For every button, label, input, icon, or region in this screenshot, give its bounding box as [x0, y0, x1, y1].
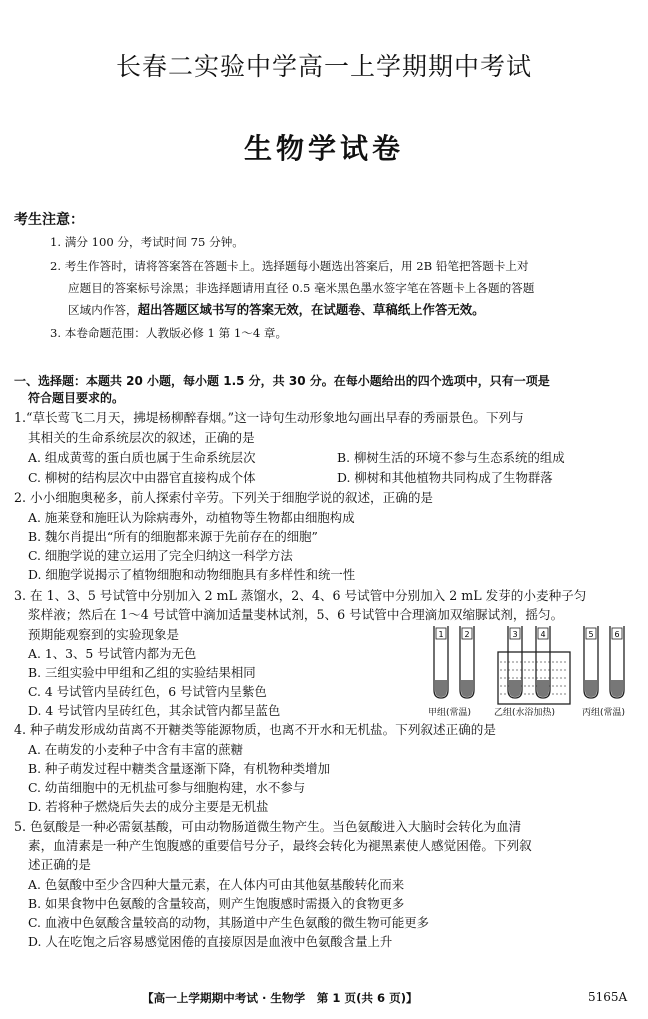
caption-group-jia: 甲组(常温) — [428, 708, 472, 718]
notice-heading: 考生注意： — [14, 212, 84, 228]
question-3-stem-line-3: 预期能观察到的实验现象是 — [28, 627, 180, 642]
notice-item-1: 1. 满分 100 分，考试时间 75 分钟。 — [50, 235, 244, 249]
question-5-stem-line-2: 素，血清素是一种产生饱腹感的重要信号分子，最终会转化为褪黑素使人感觉困倦。下列叙 — [28, 838, 532, 853]
tube-label-1: 1 — [438, 630, 444, 639]
test-tube-figure — [428, 622, 638, 717]
question-3-option-a: A. 1、3、5 号试管内都为无色 — [28, 646, 197, 661]
question-1-option-a: A. 组成黄莺的蛋白质也属于生命系统层次 — [28, 450, 256, 465]
notice-item-3: 3. 本卷命题范围：人教版必修 1 第 1～4 章。 — [50, 326, 288, 340]
tube-label-5: 5 — [588, 630, 594, 639]
question-2-stem: 2. 小小细胞奥秘多，前人探索付辛劳。下列关于细胞学说的叙述，正确的是 — [14, 490, 434, 505]
question-5-stem-line-1: 5. 色氨酸是一种必需氨基酸，可由动物肠道微生物产生。当色氨酸进入大脑时会转化为血清 — [14, 819, 522, 834]
question-1-stem-line-2: 其相关的生命系统层次的叙述，正确的是 — [28, 430, 255, 445]
question-4-option-b: B. 种子萌发过程中糖类含量逐渐下降，有机物种类增加 — [28, 761, 330, 776]
question-1-option-c: C. 柳树的结构层次中由器官直接构成个体 — [28, 470, 256, 485]
question-2-option-b: B. 魏尔肖提出“所有的细胞都来源于先前存在的细胞” — [28, 529, 318, 544]
question-3-option-b: B. 三组实验中甲组和乙组的实验结果相同 — [28, 665, 256, 680]
question-3-option-d: D. 4 号试管内呈砖红色，其余试管内都呈蓝色 — [28, 703, 281, 718]
section-1-header-line-2: 符合题目要求的。 — [28, 391, 125, 405]
question-5-option-b: B. 如果食物中色氨酸的含量较高，则产生饱腹感时需摄入的食物更多 — [28, 896, 405, 911]
question-4-stem: 4. 种子萌发形成幼苗离不开糖类等能源物质，也离不开水和无机盐。下列叙述正确的是 — [14, 722, 496, 737]
notice-item-2-line-3-text: 区域内作答， — [68, 303, 138, 317]
question-1-option-b: B. 柳树生活的环境不参与生态系统的组成 — [337, 450, 565, 465]
caption-group-bing: 丙组(常温) — [582, 708, 626, 718]
notice-item-2-line-3 — [68, 303, 485, 317]
question-5-option-c: C. 血液中色氨酸含量较高的动物，其肠道中产生色氨酸的微生物可能更多 — [28, 915, 430, 930]
tube-label-2: 2 — [464, 630, 470, 639]
question-5-stem-line-3: 述正确的是 — [28, 857, 91, 872]
notice-item-2-line-1: 2. 考生作答时，请将答案答在答题卡上。选择题每小题选出答案后，用 2B 铅笔把答题卡上对 — [50, 259, 529, 273]
question-4-option-a: A. 在萌发的小麦种子中含有丰富的蔗糖 — [28, 742, 244, 757]
notice-emphasis: 超出答题区域书写的答案无效，在试题卷、草稿纸上作答无效。 — [137, 302, 485, 317]
question-2-option-c: C. 细胞学说的建立运用了完全归纳这一科学方法 — [28, 548, 293, 563]
section-1-header-line-1: 一、选择题：本题共 20 小题，每小题 1.5 分，共 30 分。在每小题给出的四个选项中，只有一项是 — [14, 374, 550, 388]
question-4-option-d: D. 若将种子燃烧后失去的成分主要是无机盐 — [28, 799, 269, 814]
question-3-stem-line-1: 3. 在 1、3、5 号试管中分别加入 2 mL 蒸馏水，2、4、6 号试管中分别加入 2 mL 发芽的小麦种子匀 — [14, 588, 587, 603]
question-2-option-a: A. 施莱登和施旺认为除病毒外，动植物等生物都由细胞构成 — [28, 510, 355, 525]
footer-code: 5165A — [588, 990, 628, 1004]
question-2-option-d: D. 细胞学说揭示了植物细胞和动物细胞具有多样性和统一性 — [28, 567, 356, 582]
question-3-stem-line-2: 浆样液；然后在 1～4 号试管中滴加适量斐林试剂，5、6 号试管中合理滴加双缩脲试剂，摇匀。 — [28, 607, 564, 622]
question-3-option-c: C. 4 号试管内呈砖红色，6 号试管内呈紫色 — [28, 684, 267, 699]
footer-text: 【高一上学期期中考试 · 生物学 第 1 页(共 6 页)】 — [142, 991, 418, 1005]
test-tubes-diagram — [428, 622, 638, 717]
tube-label-6: 6 — [614, 630, 620, 639]
question-1-stem-line-1: 1.“草长莺飞二月天，拂堤杨柳醉春烟。”这一诗句生动形象地勾画出早春的秀丽景色。下列与 — [14, 410, 524, 425]
exam-title: 长春二实验中学高一上学期期中考试 — [115, 52, 532, 81]
caption-group-yi: 乙组(水浴加热) — [494, 708, 556, 718]
exam-subtitle: 生物学试卷 — [243, 132, 404, 165]
question-5-option-d: D. 人在吃饱之后容易感觉困倦的直接原因是血液中色氨酸含量上升 — [28, 934, 393, 949]
notice-item-2-line-2: 应题目的答案标号涂黑；非选择题请用直径 0.5 毫米黑色墨水签字笔在答题卡上各题的答题 — [68, 281, 535, 295]
question-4-option-c: C. 幼苗细胞中的无机盐可参与细胞构建，水不参与 — [28, 780, 306, 795]
tube-label-3: 3 — [512, 630, 518, 639]
tube-label-4: 4 — [540, 630, 546, 639]
question-1-option-d: D. 柳树和其他植物共同构成了生物群落 — [337, 470, 553, 485]
question-5-option-a: A. 色氨酸中至少含四种大量元素，在人体内可由其他氨基酸转化而来 — [28, 877, 405, 892]
